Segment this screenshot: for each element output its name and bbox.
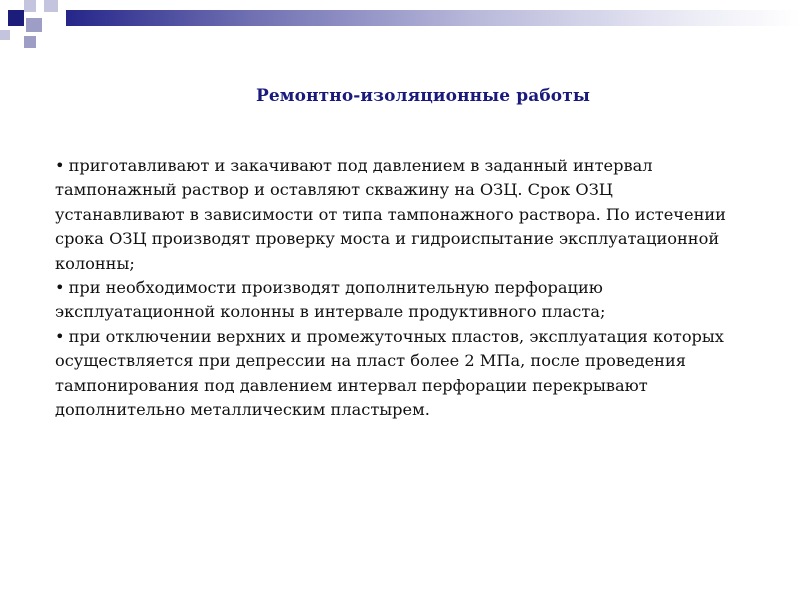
decor-square-lavender: [24, 36, 36, 48]
decor-square-lavender: [0, 30, 10, 40]
bullet-icon: •: [55, 156, 65, 175]
decor-square-lavender: [44, 0, 58, 12]
slide-content: [55, 154, 735, 422]
bullet-item: [55, 325, 735, 423]
decor-square-lavender: [26, 18, 42, 32]
decor-square-lavender: [24, 0, 36, 12]
decor-square-navy: [8, 10, 24, 26]
bullet-icon: •: [55, 326, 65, 346]
bullet-text: при необходимости производят дополнительную перфорацию эксплуатационной колонны в интервале продуктивного пласта;: [55, 278, 606, 322]
bullet-text: при отключении верхних и промежуточных пластов, эксплуатация которых осуществляется при депрессии на пласт более 2 МПа, после проведения тампонирования под давлением интервал перфорации перекрывают дополнительно металлическим пластырем.: [55, 326, 724, 420]
bullet-text: приготавливают и закачивают под давлением в заданный интервал тампонажный раствор и оставляют скважину на ОЗЦ. Срок ОЗЦ устанавливают в зависимости от типа тампонажного раствора. По истечении срока ОЗЦ производят проверку моста и гидроиспытание эксплуатационной колонны;: [55, 156, 726, 273]
slide-title: Ремонтно-изоляционные работы: [256, 86, 590, 106]
decor-top-strip: [66, 10, 800, 26]
bullet-item: [55, 154, 735, 276]
bullet-icon: •: [55, 278, 65, 298]
bullet-item: [55, 276, 735, 325]
